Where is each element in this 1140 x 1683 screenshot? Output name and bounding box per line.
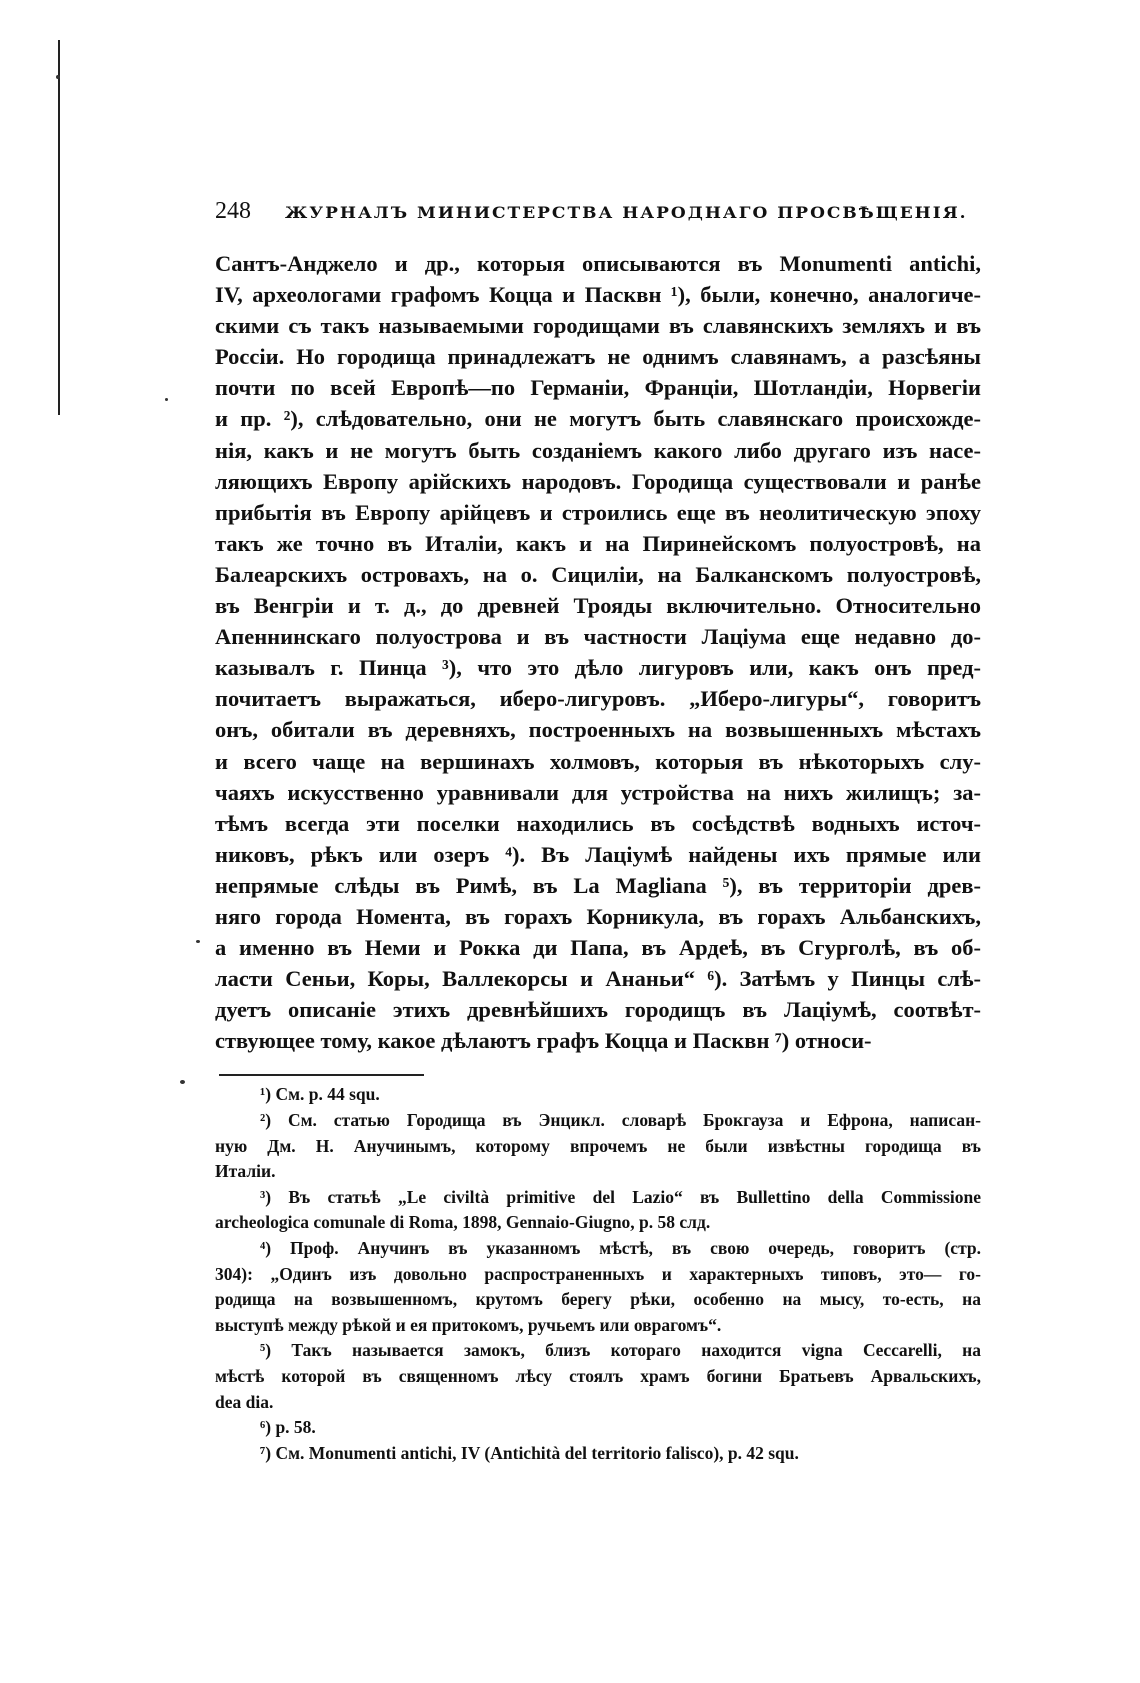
body-line: нія, какъ и не могутъ быть созданіемъ какого либо другаго изъ насе- — [215, 437, 981, 463]
footnote-line: ную Дм. Н. Анучинымъ, которому впрочемъ не были извѣстны городища въ — [215, 1135, 981, 1156]
body-line: IV, археологами графомъ Коцца и Пасквн ¹), были, конечно, аналогиче- — [215, 282, 981, 308]
body-line: Апеннинскаго полуострова и въ частности Лаціума еще недавно до- — [215, 624, 981, 650]
footnote-line: ³) Въ статьѣ „Le civiltà primitive del Lazio“ въ Bullettino della Commissione — [260, 1186, 981, 1207]
body-line: а именно въ Неми и Рокка ди Папа, въ Ардеѣ, въ Сгурголѣ, въ об- — [215, 935, 981, 961]
footnote-line: выступѣ между рѣкой и ея притокомъ, ручьемъ или оврагомъ“. — [215, 1314, 722, 1335]
footnote-line: ⁵) Такъ называется замокъ, близъ котораго находится vigna Ceccarelli, на — [260, 1340, 981, 1361]
body-line: въ Венгріи и т. д., до древней Трояды включительно. Относительно — [215, 593, 981, 619]
page-number: 248 — [215, 198, 251, 224]
running-head: ЖУРНАЛЪ МИНИСТЕРСТВА НАРОДНАГО ПРОСВѢЩЕНІЯ. — [285, 203, 968, 223]
footnote — [215, 1236, 981, 1338]
page — [215, 198, 981, 1466]
body-line: скими съ такъ называемыми городищами въ славянскихъ земляхъ и въ — [215, 313, 981, 339]
body-line: дуетъ описаніе этихъ древнѣйшихъ городищъ въ Лаціумѣ, соотвѣт- — [215, 997, 981, 1023]
body-line: такъ же точно въ Италіи, какъ и на Пиринейскомъ полуостровѣ, на — [215, 530, 981, 556]
footnote-line: ⁴) Проф. Анучинъ въ указанномъ мѣстѣ, въ свою очередь, говоритъ (стр. — [260, 1238, 981, 1258]
footnote — [215, 1082, 981, 1108]
footnote — [215, 1108, 981, 1185]
body-line: Сантъ-Анджело и др., которыя описываются въ Monumenti antichi, — [215, 251, 981, 276]
footnote — [215, 1441, 981, 1467]
footnote — [215, 1185, 981, 1236]
footnote-line: Италіи. — [215, 1161, 276, 1182]
footnote-line: родища на возвышенномъ, крутомъ берегу рѣки, особенно на мысу, то-есть, на — [215, 1289, 981, 1310]
body-line: почти по всей Европѣ—по Германіи, Франціи, Шотландіи, Норвегіи — [215, 375, 981, 401]
footnote-line: ²) См. статью Городища въ Энцикл. словарѣ Брокгауза и Ефрона, написан- — [260, 1110, 981, 1131]
body-line: казывалъ г. Пинца ³), что это дѣло лигуровъ или, какъ онъ пред- — [215, 655, 981, 681]
body-line: тѣмъ всегда эти поселки находились въ сосѣдствѣ водныхъ источ- — [215, 810, 981, 836]
body-line: прибытія въ Европу арійцевъ и строились еще въ неолитическую эпоху — [215, 499, 981, 525]
footnote-rule — [219, 1074, 424, 1076]
body-line: ласти Сеньи, Коры, Валлекорсы и Ананьи“ ⁶). Затѣмъ у Пинцы слѣ- — [215, 966, 981, 992]
scan-speck — [180, 1080, 185, 1084]
body-line: ствующее тому, какое дѣлаютъ графъ Коцца и Пасквн ⁷) относи- — [215, 1028, 872, 1054]
body-line: няго города Номента, въ горахъ Корникула, въ горахъ Альбанскихъ, — [215, 903, 981, 929]
margin-scan-line — [58, 40, 60, 415]
body-line: непрямые слѣды въ Римѣ, въ La Magliana ⁵), въ территоріи древ- — [215, 872, 981, 898]
body-line: и всего чаще на вершинахъ холмовъ, которыя въ нѣкоторыхъ слу- — [215, 748, 981, 774]
footnotes — [215, 1082, 981, 1466]
scan-speck — [196, 940, 200, 943]
body-line: ляющихъ Европу арійскихъ народовъ. Городища существовали и ранѣе — [215, 468, 981, 494]
body-line: Балеарскихъ островахъ, на о. Сициліи, на Балканскомъ полуостровѣ, — [215, 561, 981, 587]
body-line: и пр. ²), слѣдовательно, они не могутъ быть славянскаго происхожде- — [215, 406, 981, 432]
footnote-line: ⁷) См. Monumenti antichi, IV (Antichità del territorio falisco), p. 42 squ. — [260, 1442, 799, 1463]
footnote-line: dea dia. — [215, 1391, 274, 1412]
body-line: Россіи. Но городища принадлежатъ не однимъ славянамъ, а разсѣяны — [215, 344, 981, 370]
footnote — [215, 1415, 981, 1441]
footnote-line: мѣстѣ которой въ священномъ лѣсу стоялъ храмъ богини Братьевъ Арвальскихъ, — [215, 1365, 981, 1386]
body-text — [215, 248, 981, 1056]
body-line: онъ, обитали въ деревняхъ, построенныхъ на возвышенныхъ мѣстахъ — [215, 717, 981, 743]
scan-speck — [165, 398, 168, 401]
body-line: чаяхъ искусственно уравнивали для устройства на нихъ жилищъ; за- — [215, 779, 981, 805]
body-line: почитаетъ выражаться, иберо-лигуровъ. „Иберо-лигуры“, говоритъ — [215, 686, 981, 712]
footnote — [215, 1338, 981, 1415]
footnote-line: archeologica comunale di Roma, 1898, Gennaio-Giugno, p. 58 слд. — [215, 1212, 711, 1233]
page-header — [215, 198, 981, 242]
body-line: никовъ, рѣкъ или озеръ ⁴). Въ Лаціумѣ найдены ихъ прямые или — [215, 841, 981, 867]
footnote-line: ¹) См. p. 44 squ. — [260, 1084, 380, 1105]
footnote-line: ⁶) p. 58. — [260, 1417, 316, 1438]
footnote-line: 304): „Одинъ изъ довольно распространенныхъ и характерныхъ типовъ, это— го- — [215, 1263, 981, 1284]
scan-speck — [56, 75, 60, 79]
